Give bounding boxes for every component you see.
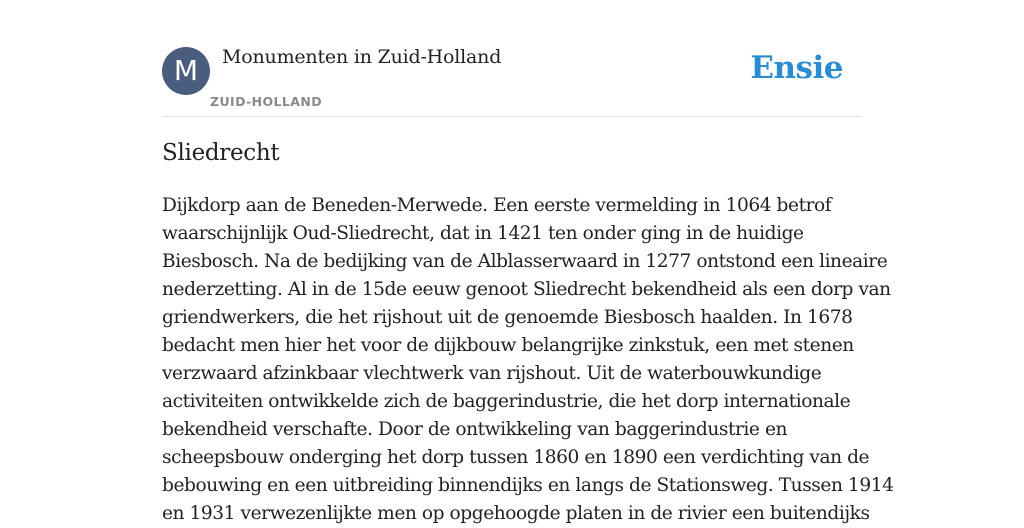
body-line: bekendheid verschafte. Door de ontwikkeling van baggerindustrie en [162, 419, 788, 440]
entry-title: Sliedrecht [162, 140, 280, 166]
collection-avatar[interactable]: M [162, 47, 210, 95]
body-line: activiteiten ontwikkelde zich de baggerindustrie, die het dorp internationale [162, 391, 851, 412]
entry-card [162, 0, 894, 524]
body-line: waarschijnlijk Oud-Sliedrecht, dat in 1421 ten onder ging in de huidige [162, 223, 804, 244]
body-line: Dijkdorp aan de Beneden-Merwede. Een eerste vermelding in 1064 betrof [162, 195, 832, 216]
collection-subtitle-link[interactable]: ZUID-HOLLAND [210, 94, 322, 109]
body-line: nederzetting. Al in de 15de eeuw genoot Sliedrecht bekendheid als een dorp van [162, 279, 891, 300]
body-line: Biesbosch. Na de bedijking van de Alblasserwaard in 1277 ontstond een lineaire [162, 251, 888, 272]
body-line: scheepsbouw onderging het dorp tussen 1860 en 1890 een verdichting van de [162, 447, 870, 468]
ensie-logo[interactable]: Ensie [750, 50, 843, 86]
body-line: griendwerkers, die het rijshout uit de genoemde Biesbosch haalden. In 1678 [162, 307, 853, 328]
body-line: verzwaard afzinkbaar vlechtwerk van rijshout. Uit de waterbouwkundige [162, 363, 822, 384]
body-line: bedacht men hier het voor de dijkbouw belangrijke zinkstuk, een met stenen [162, 335, 854, 356]
body-line: en 1931 verwezenlijkte men op opgehoogde platen in de rivier een buitendijks [162, 503, 870, 524]
collection-title-link[interactable]: Monumenten in Zuid-Holland [222, 46, 502, 68]
body-line: bebouwing en een uitbreiding binnendijks en langs de Stationsweg. Tussen 1914 [162, 475, 894, 496]
collection-header [162, 0, 862, 117]
entry-body [162, 192, 894, 528]
